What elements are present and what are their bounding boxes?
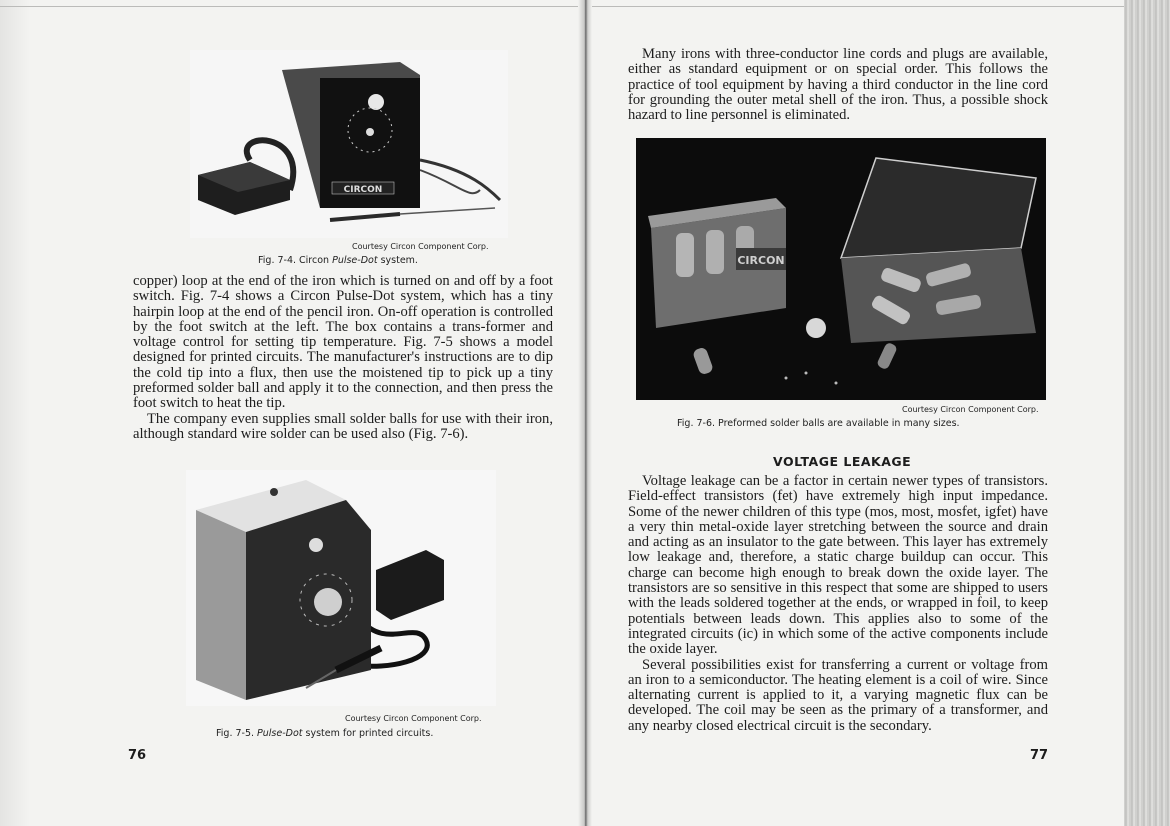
fig-7-5-caption — [216, 728, 433, 739]
left-page-number: 76 — [128, 748, 147, 763]
right-page-number: 77 — [1030, 748, 1049, 763]
book-gutter — [578, 0, 592, 826]
fig-7-5-photo — [186, 470, 496, 706]
fig-7-6-credit: Courtesy Circon Component Corp. — [902, 405, 1039, 414]
right-page-edge — [1124, 0, 1170, 826]
left-page-edge — [0, 0, 30, 826]
fig-7-4-credit: Courtesy Circon Component Corp. — [352, 242, 489, 251]
fig-7-6-box-label: CIRCON — [737, 254, 785, 267]
left-paragraph-2: The company even supplies small solder balls for use with their iron, although standard wire solder can be used also (Fig. 7-6). — [133, 410, 553, 442]
fig-7-5-caption-end: system for printed circuits. — [302, 728, 434, 739]
left-paragraph-1: copper) loop at the end of the iron which is turned on and off by a foot switch. Fig. 7-4 shows a Circon Pulse-Dot system, which has a tiny hairpin loop at the end of the pencil iron. On-off operation is controlled by the foot switch at the left. The box contains a trans-former and voltage control for setting tip temperature. Fig. 7-5 shows a model designed for printed circuits. The manufacturer's instructions are to dip the cold tip into a flux, then use the moistened tip to pick up a tiny preformed solder ball and apply it to the connection, and then press the foot switch to heat the tip. — [133, 273, 553, 412]
right-paragraph-1: Voltage leakage can be a factor in certain newer types of transistors. Field-effect transistors (fet) have extremely high input impedance. Some of the newer children of this type (mos, most, mosfet, igfet) have a very thin metal-oxide layer stretching between the source and drain and acting as an insulator to the gate between. This layer has extremely low leakage and, therefore, a static charge buildup can occur. This charge can become high enough to break down the oxide layer. The transistors are so sensitive in this respect that some are shipped to users with the leads soldered together at the ends, or wrapped in foil, to keep potentials between leads down. This applies also to some of the integrated circuits (ic) in which some of the active components include the oxide layer. — [628, 473, 1048, 658]
left-body-text — [133, 274, 553, 442]
right-intro-paragraph: Many irons with three-conductor line cords and plugs are available, either as standard equipment or on special order. This follows the practice of tool equipment by having a third conductor in the line cord for grounding the outer metal shell of the iron. Thus, a possible shock hazard to line personnel is eliminated. — [628, 46, 1048, 124]
fig-7-6-caption: Fig. 7-6. Preformed solder balls are available in many sizes. — [677, 418, 960, 429]
fig-7-4-caption — [258, 255, 418, 266]
fig-7-5-credit: Courtesy Circon Component Corp. — [345, 714, 482, 723]
fig-7-6-photo — [636, 138, 1046, 400]
fig-7-5-caption-text: Fig. 7-5. — [216, 728, 258, 739]
right-body-text — [628, 474, 1048, 734]
fig-7-4-device-label: CIRCON — [343, 185, 383, 195]
fig-7-4-photo — [190, 50, 508, 238]
fig-7-4-caption-italic: Pulse-Dot — [332, 255, 378, 266]
fig-7-4-caption-text: Fig. 7-4. Circon — [258, 255, 333, 266]
right-paragraph-2: Several possibilities exist for transferring a current or voltage from an iron to a semiconductor. The heating element is a coil of wire. Since alternating current is applied to it, a varying magnetic flux can be developed. The coil may be seen as the primary of a transformer, and any nearby closed electrical circuit is the secondary. — [628, 656, 1048, 734]
voltage-leakage-heading: VOLTAGE LEAKAGE — [773, 454, 912, 469]
fig-7-5-caption-italic: Pulse-Dot — [257, 728, 303, 739]
fig-7-4-caption-end: system. — [377, 255, 418, 266]
right-intro-text — [628, 47, 1048, 123]
